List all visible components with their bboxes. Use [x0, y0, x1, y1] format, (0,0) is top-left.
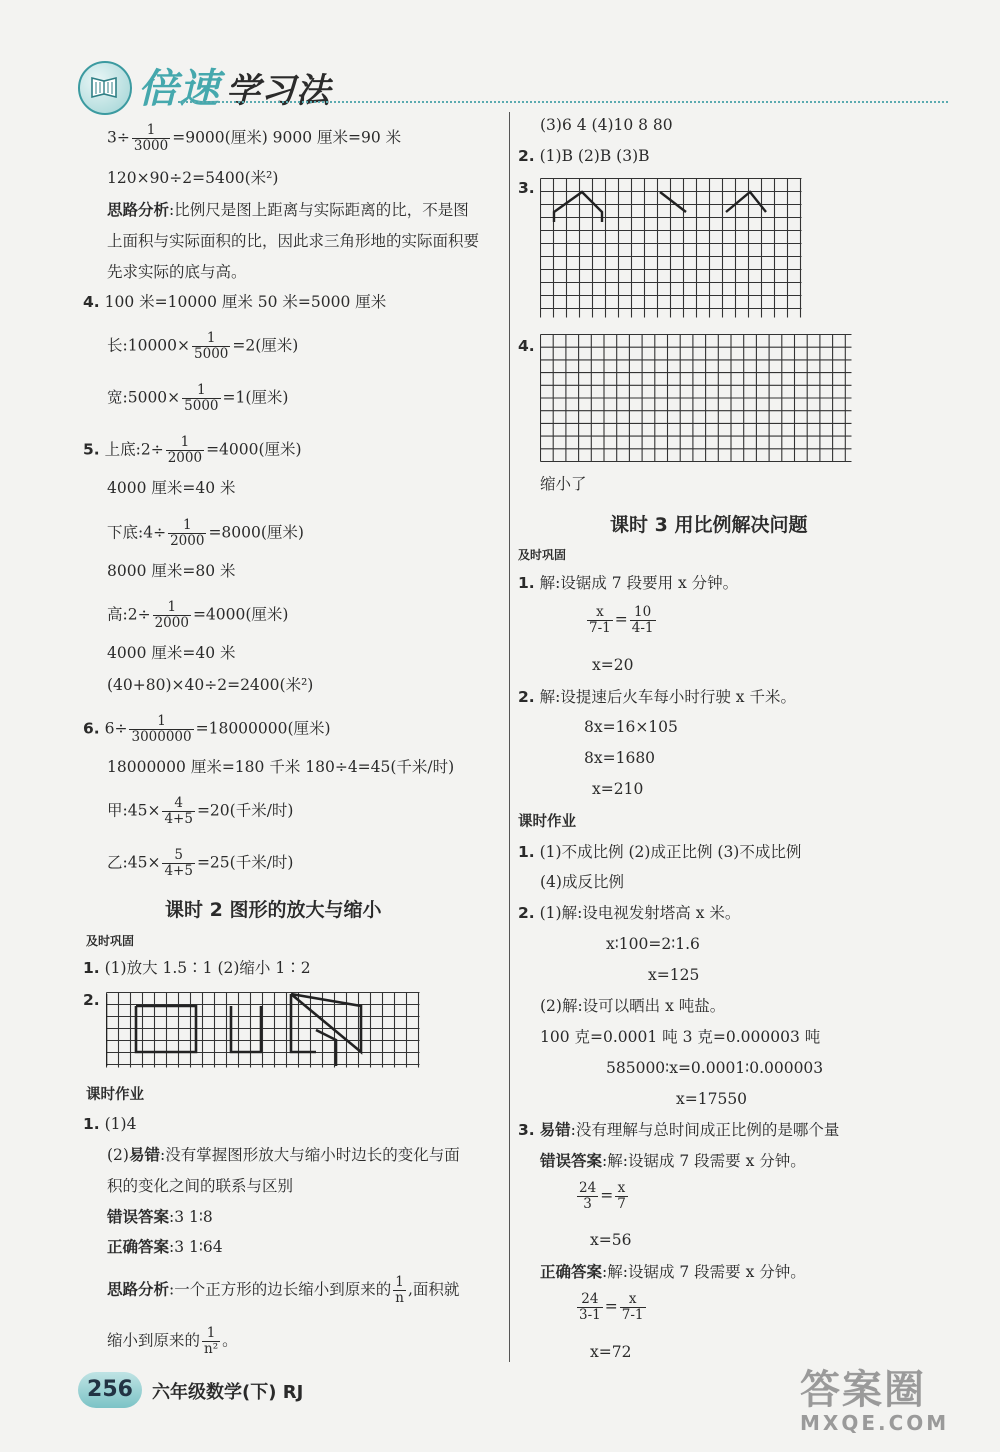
- fraction: $\frac{x}{7-1}$: [621, 1291, 644, 1323]
- grid-figure-2: [106, 992, 420, 1068]
- analysis-line: 思路分析:比例尺是图上距离与实际距离的比，不是图: [107, 201, 469, 219]
- fraction: $\frac{24}{3}$: [579, 1180, 597, 1212]
- answer-line: 2. (1)B (2)B (3)B: [518, 147, 650, 165]
- fraction: $\frac{1}{5000}$: [184, 382, 219, 414]
- answer-line: 1. (1)4: [83, 1115, 137, 1133]
- answer-line: 4000 厘米=40 米: [107, 644, 236, 662]
- grid-figure-4: [540, 334, 852, 462]
- fraction: $\frac{1}{5000}$: [194, 330, 229, 362]
- analysis-line: 缩小到原来的 $\frac{1}{\text{n²}}$ 。: [107, 1325, 238, 1357]
- fraction: $\frac{24}{3-1}$: [579, 1291, 601, 1323]
- equation-line: 585000∶x=0.0001∶0.000003: [606, 1059, 824, 1077]
- fraction: $\frac{1}{3000000}$: [131, 713, 192, 745]
- answer-line: (4)成反比例: [540, 873, 624, 891]
- watermark-line2: MXQE.COM: [800, 1411, 950, 1435]
- answer-line: 4.: [518, 337, 535, 355]
- answer-line: 2. (1)解:设电视发射塔高 x 米。: [518, 904, 741, 922]
- fraction: $\frac{4}{4+5}$: [164, 795, 193, 827]
- subsection-label: 课时作业: [86, 1087, 144, 1103]
- fraction: $\frac{1}{3000}$: [133, 122, 169, 154]
- answer-line: (2)解:设可以晒出 x 吨盐。: [540, 997, 726, 1015]
- answer-line: 1. (1)不成比例 (2)成正比例 (3)不成比例: [518, 843, 802, 861]
- equation-line: x=72: [590, 1343, 632, 1361]
- answer-line: 正确答案:解:设锯成 7 段需要 x 分钟。: [540, 1263, 806, 1281]
- fraction: $\frac{1}{n}$: [395, 1274, 404, 1306]
- fraction: $\frac{1}{\text{n²}}$: [204, 1325, 219, 1357]
- equation-line: x=20: [592, 656, 634, 674]
- answer-line: 4000 厘米=40 米: [107, 479, 236, 497]
- analysis-line: 上面积与实际面积的比，因此求三角形地的实际面积要: [107, 232, 480, 250]
- answer-line: 错误答案:3 1∶8: [107, 1208, 213, 1226]
- header: [78, 55, 958, 115]
- answer-line: (3)6 4 (4)10 8 80: [540, 116, 673, 134]
- answer-line: (40+80)×40÷2=2400(米²): [107, 676, 314, 694]
- brand-title: [138, 57, 331, 114]
- equation-line: x∶100=2∶1.6: [606, 935, 700, 953]
- page-number: 256: [78, 1372, 142, 1408]
- answer-line: 甲:45× $\frac{4}{4+5}$ =20(千米/时): [107, 795, 294, 827]
- watermark-line1: 答案圈: [800, 1367, 926, 1413]
- equation-line: x=210: [592, 780, 644, 798]
- answer-line: 长:10000× $\frac{1}{5000}$ =2(厘米): [107, 330, 299, 362]
- answer-line: 正确答案:3 1∶64: [107, 1238, 223, 1256]
- equation-line: 8x=16×105: [584, 718, 678, 736]
- answer-line: 8000 厘米=80 米: [107, 562, 236, 580]
- answer-line: 6. 6÷ $\frac{1}{3000000}$ =18000000(厘米): [83, 713, 331, 745]
- analysis-line: 先求实际的底与高。: [107, 263, 247, 281]
- answer-line: 18000000 厘米=180 千米 180÷4=45(千米/时): [107, 758, 455, 776]
- brand-main: 倍速: [138, 66, 220, 112]
- fraction: $\frac{1}{2000}$: [170, 517, 205, 549]
- answer-line: 错误答案:解:设锯成 7 段需要 x 分钟。: [540, 1152, 806, 1170]
- subsection-label: 及时巩固: [86, 934, 135, 948]
- answer-line: 宽:5000× $\frac{1}{5000}$ =1(厘米): [107, 382, 289, 414]
- watermark: [800, 1358, 990, 1448]
- answer-line: 3.: [518, 179, 535, 197]
- lesson-2-heading: 课时 2 图形的放大与缩小: [165, 899, 382, 921]
- answer-line: 5. 上底:2÷ $\frac{1}{2000}$ =4000(厘米): [83, 434, 302, 466]
- answer-line: 高:2÷ $\frac{1}{2000}$ =4000(厘米): [107, 599, 289, 631]
- equation-line: x=56: [590, 1231, 632, 1249]
- equation-line: x=17550: [676, 1090, 748, 1108]
- answer-line: 120×90÷2=5400(米²): [107, 169, 279, 187]
- fraction: $\frac{1}{2000}$: [154, 599, 189, 631]
- brand-sub: 学习法: [226, 71, 331, 111]
- header-dotted-line: [178, 101, 948, 103]
- equation-line: $\frac{x}{7-1}$ = $\frac{10}{4-1}$: [589, 604, 654, 636]
- analysis-line: 思路分析:一个正方形的边长缩小到原来的 $\frac{1}{n}$ ,面积就: [107, 1274, 460, 1306]
- fraction: $\frac{5}{4+5}$: [164, 847, 193, 879]
- answer-line: 100 克=0.0001 吨 3 克=0.000003 吨: [540, 1028, 821, 1046]
- answer-line: 3÷ $\frac{1}{3000}$ =9000(厘米) 9000 厘米=90 米: [107, 122, 402, 154]
- equation-line: $\frac{24}{3-1}$ = $\frac{x}{7-1}$: [579, 1291, 644, 1323]
- answer-line: 乙:45× $\frac{5}{4+5}$ =25(千米/时): [107, 847, 294, 879]
- subsection-label: 课时作业: [518, 814, 576, 830]
- book-logo-icon: [78, 61, 132, 115]
- subsection-label: 及时巩固: [518, 548, 567, 562]
- grid-figure-3: [540, 178, 802, 318]
- fraction: $\frac{10}{4-1}$: [631, 604, 654, 636]
- answer-line: (2)易错:没有掌握图形放大与缩小时边长的变化与面: [107, 1146, 460, 1164]
- equation-line: $\frac{24}{3}$ = $\frac{x}{7}$: [579, 1180, 626, 1212]
- answer-line: 3. 易错:没有理解与总时间成正比例的是哪个量: [518, 1121, 840, 1139]
- column-divider: [509, 112, 510, 1362]
- answer-line: 1. 解:设锯成 7 段要用 x 分钟。: [518, 574, 739, 592]
- equation-line: 8x=1680: [584, 749, 656, 767]
- equation-line: x=125: [648, 966, 700, 984]
- fraction: $\frac{x}{7}$: [617, 1180, 626, 1212]
- answer-line: 下底:4÷ $\frac{1}{2000}$ =8000(厘米): [107, 517, 304, 549]
- lesson-3-heading: 课时 3 用比例解决问题: [610, 514, 808, 536]
- answer-line: 1. (1)放大 1.5∶1 (2)缩小 1∶2: [83, 959, 311, 977]
- book-title: 六年级数学(下) RJ: [152, 1382, 304, 1403]
- answer-line: 2. 解:设提速后火车每小时行驶 x 千米。: [518, 688, 796, 706]
- answer-line: 2.: [83, 991, 100, 1009]
- fraction: $\frac{x}{7-1}$: [589, 604, 611, 636]
- answer-line: 4. 100 米=10000 厘米 50 米=5000 厘米: [83, 293, 387, 311]
- fraction: $\frac{1}{2000}$: [167, 434, 203, 466]
- answer-line: 积的变化之间的联系与区别: [107, 1177, 294, 1195]
- answer-line: 缩小了: [540, 475, 587, 493]
